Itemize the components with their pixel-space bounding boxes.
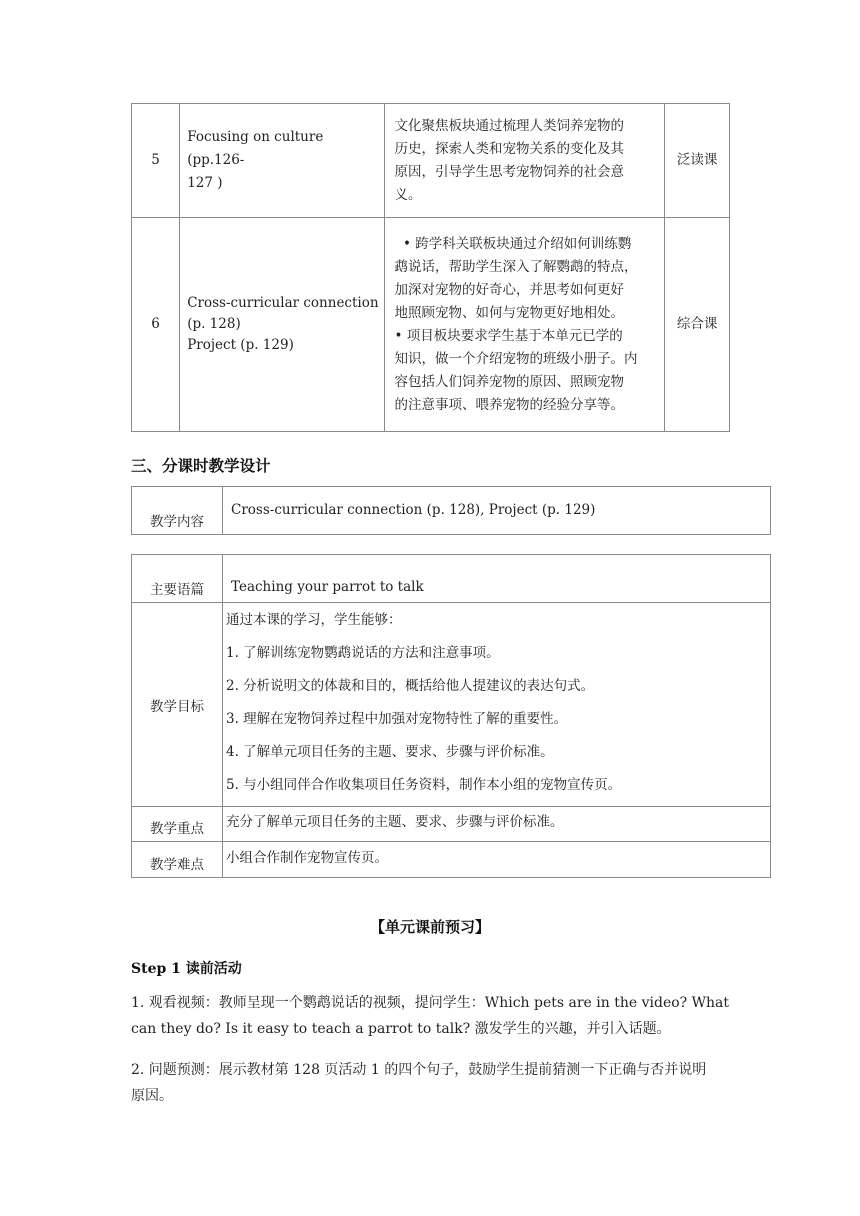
row-title-line: (p. 128) <box>187 316 241 332</box>
row-title-line: Project (p. 129) <box>187 337 294 353</box>
row-title <box>180 104 385 218</box>
text-value: Teaching your parrot to talk <box>223 555 771 603</box>
row-title <box>180 218 385 432</box>
goal-item: 4. 了解单元项目任务的主题、要求、步骤与评价标准。 <box>226 744 554 760</box>
row-number: 6 <box>132 218 180 432</box>
row-description <box>385 104 665 218</box>
table-row <box>132 842 771 878</box>
paragraph <box>131 1057 731 1109</box>
table-row <box>132 603 771 807</box>
row-lesson-type: 泛读课 <box>665 104 730 218</box>
key-point-label: 教学重点 <box>132 807 223 842</box>
desc-line: 容包括人们饲养宠物的原因、照顾宠物 <box>394 373 624 390</box>
row-number: 5 <box>132 104 180 218</box>
preview-heading: 【单元课前预习】 <box>369 918 490 936</box>
goal-item: 5. 与小组同伴合作收集项目任务资料，制作本小组的宠物宣传页。 <box>226 777 622 793</box>
table-row <box>132 555 771 603</box>
paragraph-line: can they do? Is it easy to teach a parrot to talk? 激发学生的兴趣，并引入话题。 <box>131 1021 671 1037</box>
table-row <box>132 807 771 842</box>
row-title-line: Cross-curricular connection <box>187 295 379 311</box>
paragraph-line: 2. 问题预测：展示教材第 128 页活动 1 的四个句子，鼓励学生提前猜测一下正确与否并说明 <box>131 1062 707 1078</box>
desc-line: 原因，引导学生思考宠物饲养的社会意 <box>394 163 624 180</box>
table-row <box>132 104 730 218</box>
key-point-value: 充分了解单元项目任务的主题、要求、步骤与评价标准。 <box>223 807 771 842</box>
desc-line: 加深对宠物的好奇心，并思考如何更好 <box>394 281 624 298</box>
goal-item: 2. 分析说明文的体裁和目的，概括给他人提建议的表达句式。 <box>226 678 595 694</box>
text-label: 主要语篇 <box>132 555 223 603</box>
desc-line: 的注意事项、喂养宠物的经验分享等。 <box>394 396 624 413</box>
difficulty-value: 小组合作制作宠物宣传页。 <box>223 842 771 878</box>
step-title: Step 1 读前活动 <box>131 961 242 977</box>
desc-line: 地照顾宠物、如何与宠物更好地相处。 <box>394 304 624 321</box>
paragraph-line: 原因。 <box>131 1088 173 1104</box>
desc-line: 鹉说话，帮助学生深入了解鹦鹉的特点， <box>394 258 638 275</box>
desc-line: • 跨学科关联板块通过介绍如何训练鹦 <box>394 235 632 252</box>
row-description <box>385 218 665 432</box>
lesson-content-table <box>131 486 771 535</box>
desc-line: • 项目板块要求学生基于本单元已学的 <box>394 327 623 344</box>
row-lesson-type: 综合课 <box>665 218 730 432</box>
content-value: Cross-curricular connection (p. 128), Project (p. 129) <box>223 487 771 535</box>
table-row <box>132 487 771 535</box>
goals-cell <box>223 603 771 807</box>
content-label: 教学内容 <box>132 487 223 535</box>
desc-line: 义。 <box>394 186 422 203</box>
goal-item: 3. 理解在宠物饲养过程中加强对宠物特性了解的重要性。 <box>226 711 568 727</box>
unit-lesson-table <box>131 103 730 432</box>
goals-list <box>223 603 770 806</box>
goal-item: 通过本课的学习，学生能够： <box>226 612 402 628</box>
paragraph <box>131 990 731 1042</box>
paragraph-line: 1. 观看视频：教师呈现一个鹦鹉说话的视频，提问学生：Which pets are in the video? What <box>131 995 729 1011</box>
row-title-line: Focusing on culture (pp.126- <box>187 129 324 168</box>
goals-label: 教学目标 <box>132 603 223 807</box>
desc-line: 历史，探索人类和宠物关系的变化及其 <box>394 140 624 157</box>
goal-item: 1. 了解训练宠物鹦鹉说话的方法和注意事项。 <box>226 645 500 661</box>
desc-line: 知识，做一个介绍宠物的班级小册子。内 <box>394 350 638 367</box>
row-title-line: 127 ) <box>187 175 223 191</box>
desc-line: 文化聚焦板块通过梳理人类饲养宠物的 <box>394 117 624 134</box>
section-title: 三、分课时教学设计 <box>131 457 271 475</box>
lesson-design-table <box>131 554 771 878</box>
table-row <box>132 218 730 432</box>
difficulty-label: 教学难点 <box>132 842 223 878</box>
